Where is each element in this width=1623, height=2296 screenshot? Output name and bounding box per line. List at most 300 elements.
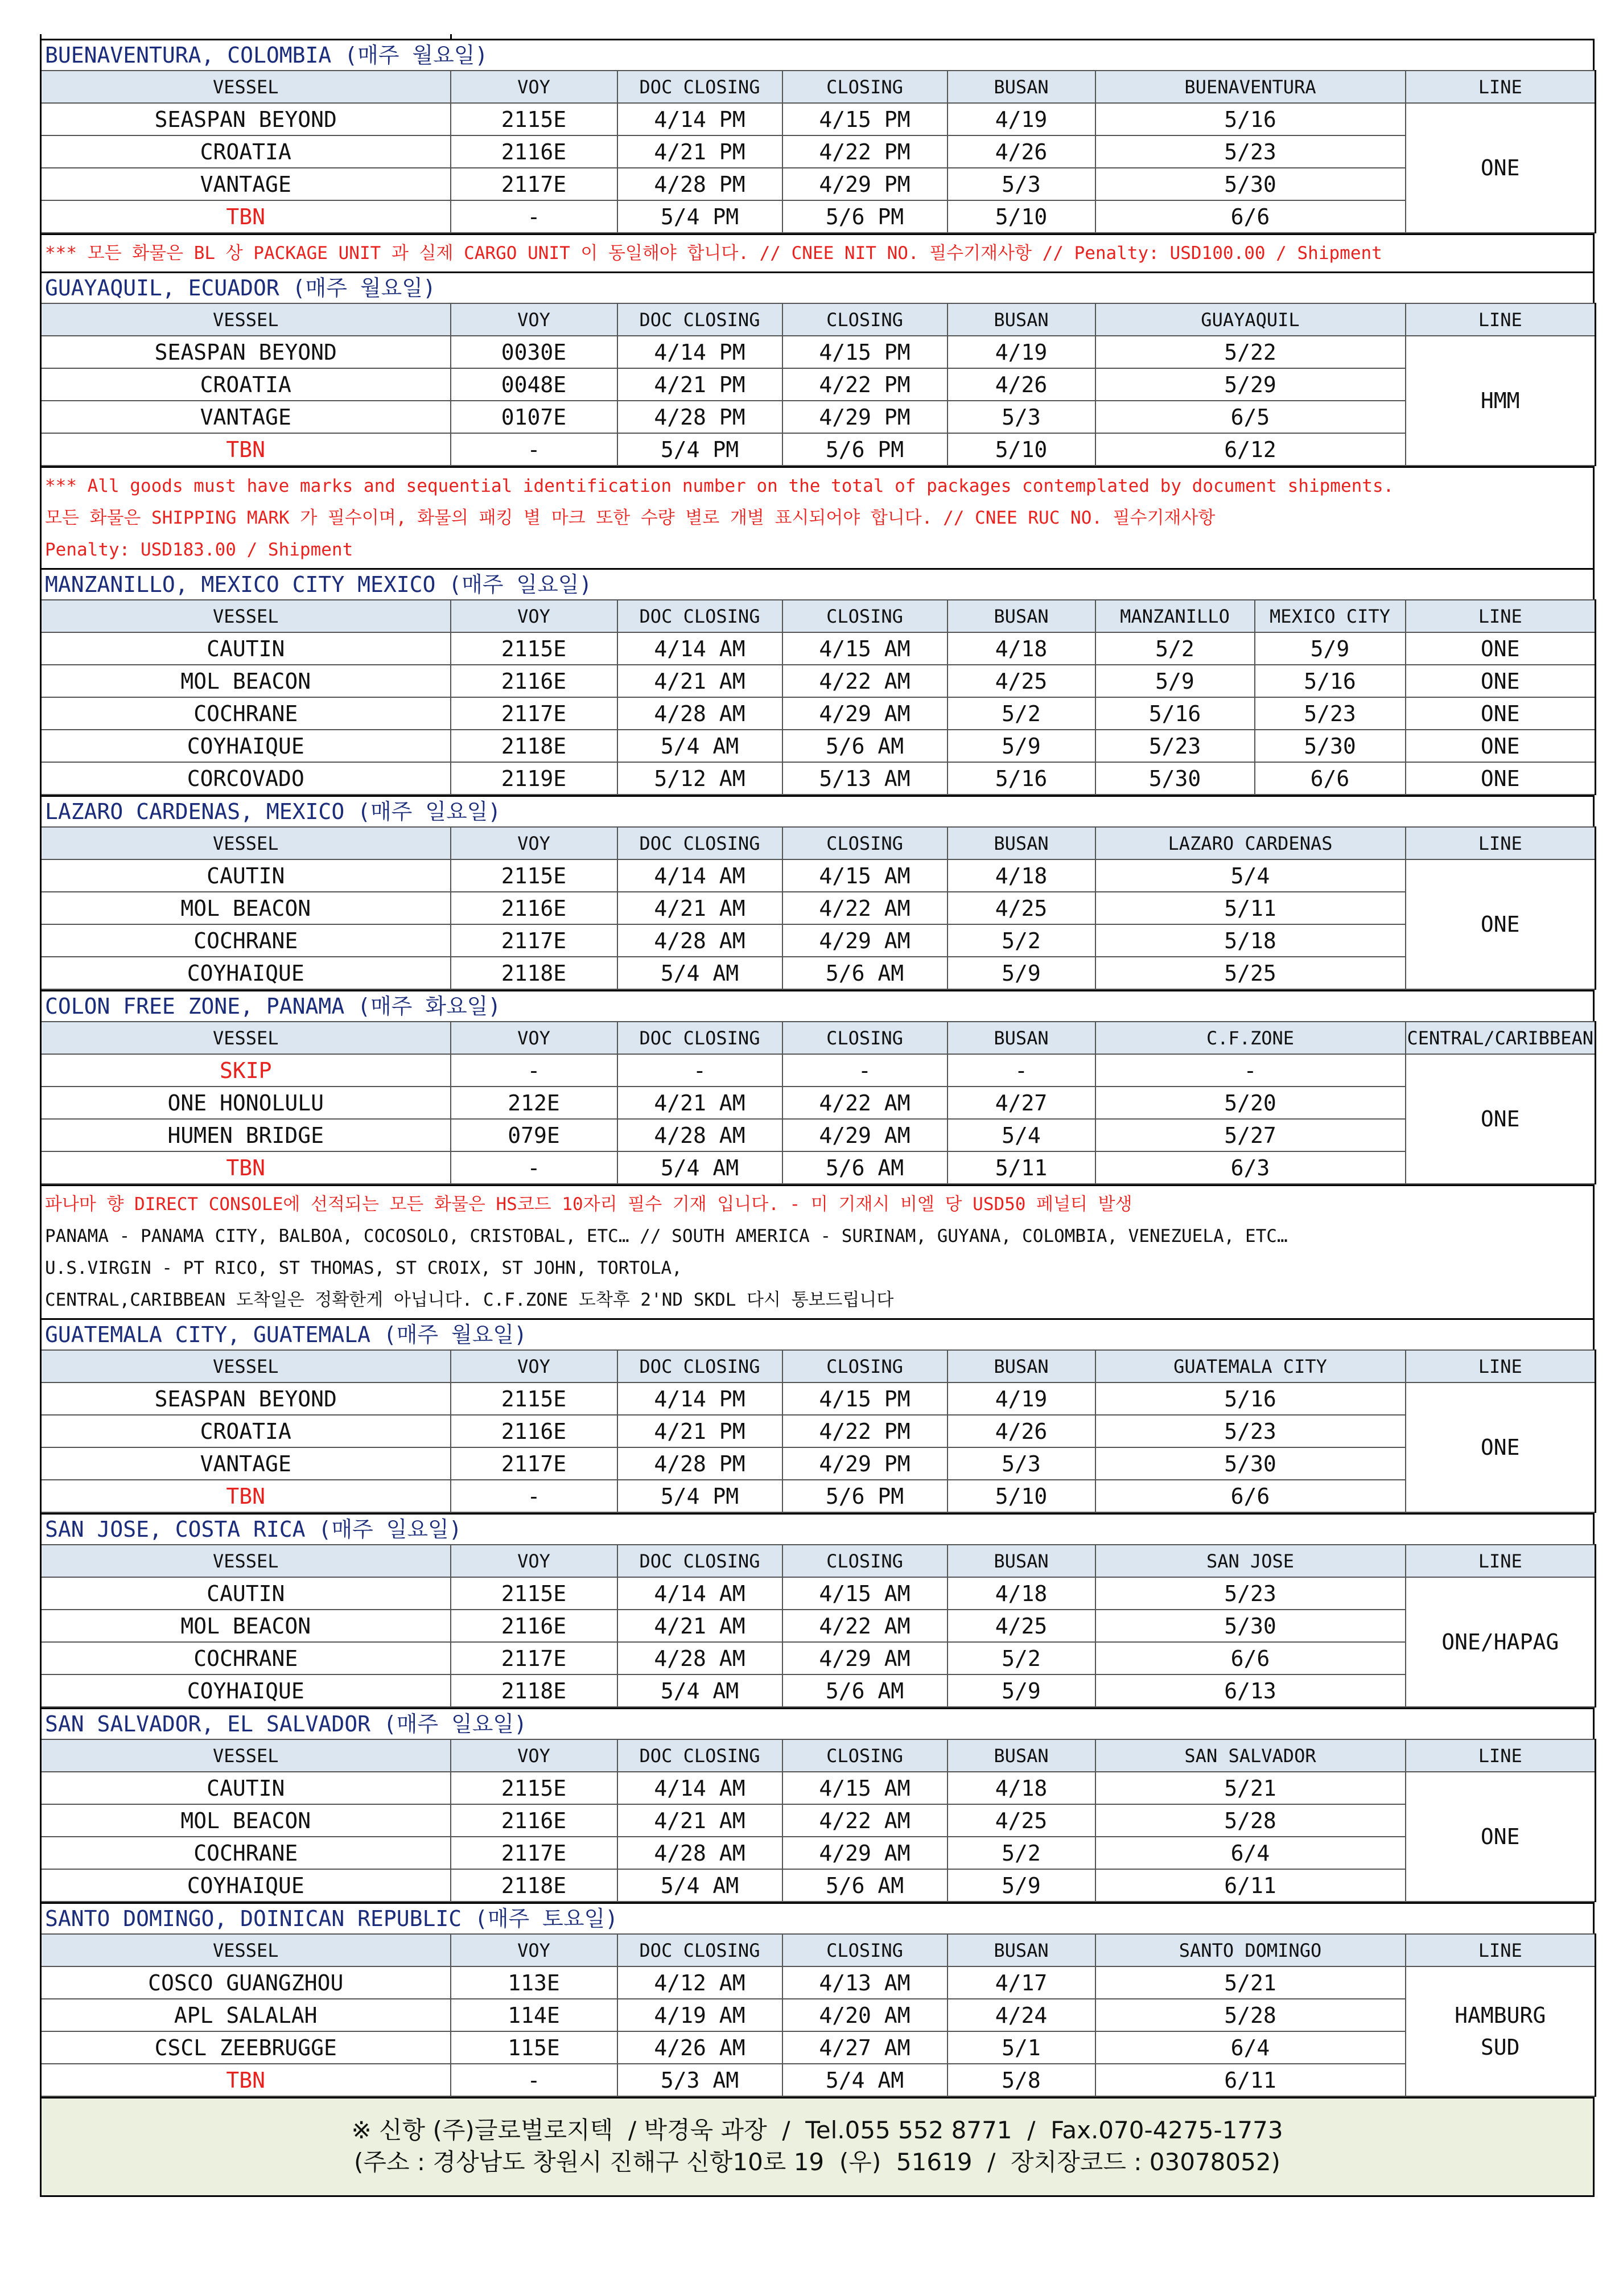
table-cell: 5/4 PM — [617, 1480, 782, 1512]
column-header: MEXICO CITY — [1255, 600, 1406, 632]
column-header: MANZANILLO — [1095, 600, 1255, 632]
table-cell: - — [617, 1054, 782, 1087]
column-header: VOY — [451, 1934, 617, 1966]
vessel-cell: CROATIA — [41, 135, 451, 168]
table-cell: - — [451, 433, 617, 466]
table-cell: 5/9 — [948, 1869, 1095, 1902]
table-cell: 5/9 — [1255, 632, 1406, 665]
schedule-section — [40, 39, 1595, 271]
table-cell: 5/4 AM — [617, 1869, 782, 1902]
header-row — [41, 1022, 1596, 1054]
table-cell: 5/6 AM — [782, 1869, 948, 1902]
table-cell: 4/28 PM — [617, 1447, 782, 1480]
table-cell: 2115E — [451, 1772, 617, 1804]
column-header: VOY — [451, 1739, 617, 1772]
table-cell: 5/2 — [948, 1642, 1095, 1674]
table-cell: 5/28 — [1095, 1999, 1406, 2031]
column-header: BUSAN — [948, 827, 1095, 859]
table-row — [41, 1577, 1596, 1610]
table-row — [41, 1804, 1596, 1837]
table-cell: 4/22 PM — [782, 135, 948, 168]
table-cell: 2117E — [451, 697, 617, 730]
table-cell: 4/21 AM — [617, 1087, 782, 1119]
column-header: VOY — [451, 1022, 617, 1054]
column-header: VESSEL — [41, 1022, 451, 1054]
table-cell: 4/29 AM — [782, 1837, 948, 1869]
column-header: CLOSING — [782, 71, 948, 103]
column-header: VESSEL — [41, 1739, 451, 1772]
vessel-cell: SKIP — [41, 1054, 451, 1087]
table-cell: ONE — [1406, 665, 1596, 697]
column-header: DOC CLOSING — [617, 1022, 782, 1054]
table-cell: 5/2 — [948, 1837, 1095, 1869]
note-line: *** 모든 화물은 BL 상 PACKAGE UNIT 과 실제 CARGO UNIT 이 동일해야 합니다. // CNEE NIT NO. 필수기재사항 // Penalty: USD100.00 / Shipment — [45, 243, 1382, 264]
table-cell: 4/26 — [948, 1415, 1095, 1447]
table-cell: 5/3 — [948, 401, 1095, 433]
table-cell: 5/9 — [948, 730, 1095, 762]
column-header: VESSEL — [41, 827, 451, 859]
table-cell: 5/6 AM — [782, 730, 948, 762]
table-cell: 5/30 — [1095, 1447, 1406, 1480]
table-cell: 4/21 AM — [617, 1804, 782, 1837]
table-cell: 5/23 — [1095, 1415, 1406, 1447]
table-cell: 5/4 — [1095, 859, 1406, 892]
table-cell: 5/25 — [1095, 957, 1406, 989]
schedule-table — [40, 1021, 1596, 1184]
line-cell: ONE — [1406, 1382, 1596, 1512]
table-cell: 2118E — [451, 957, 617, 989]
table-cell: 4/19 — [948, 336, 1095, 368]
schedule-section — [40, 1902, 1595, 2097]
section-title: SAN SALVADOR, EL SALVADOR (매주 일요일) — [40, 1707, 1595, 1739]
table-cell: 4/22 AM — [782, 1804, 948, 1837]
table-cell: 2118E — [451, 1869, 617, 1902]
table-cell: 4/28 AM — [617, 924, 782, 957]
table-cell: 2115E — [451, 1382, 617, 1415]
vessel-cell: COCHRANE — [41, 1642, 451, 1674]
table-cell: 4/22 PM — [782, 368, 948, 401]
table-cell: ONE — [1406, 762, 1596, 795]
table-cell: 4/17 — [948, 1966, 1095, 1999]
table-cell: 4/25 — [948, 1610, 1095, 1642]
table-cell: ONE — [1406, 697, 1596, 730]
table-cell: 4/19 — [948, 103, 1095, 135]
table-cell: 5/6 PM — [782, 1480, 948, 1512]
table-cell: 115E — [451, 2031, 617, 2064]
table-cell: 5/3 — [948, 1447, 1095, 1480]
table-cell: 6/6 — [1255, 762, 1406, 795]
table-cell: 2118E — [451, 730, 617, 762]
column-header: LINE — [1406, 1934, 1596, 1966]
table-cell: 2119E — [451, 762, 617, 795]
table-cell: 4/22 AM — [782, 1087, 948, 1119]
column-header: VOY — [451, 1350, 617, 1382]
section-notes — [40, 466, 1595, 568]
table-cell: 5/10 — [948, 433, 1095, 466]
table-row — [41, 1837, 1596, 1869]
column-header: VOY — [451, 71, 617, 103]
table-cell: 4/21 PM — [617, 368, 782, 401]
table-cell: 4/29 PM — [782, 168, 948, 200]
table-row — [41, 1869, 1596, 1902]
table-cell: 6/6 — [1095, 1480, 1406, 1512]
table-row — [41, 762, 1596, 795]
column-header: SANTO DOMINGO — [1095, 1934, 1406, 1966]
table-cell: 5/16 — [1255, 665, 1406, 697]
column-header: BUSAN — [948, 71, 1095, 103]
table-cell: 5/16 — [1095, 1382, 1406, 1415]
column-header: LINE — [1406, 600, 1596, 632]
table-cell: 5/2 — [1095, 632, 1255, 665]
column-header: CLOSING — [782, 1934, 948, 1966]
table-cell: - — [451, 1480, 617, 1512]
table-cell: 2115E — [451, 859, 617, 892]
table-cell: 4/18 — [948, 1772, 1095, 1804]
table-cell: 5/4 PM — [617, 200, 782, 233]
table-cell: 5/23 — [1095, 135, 1406, 168]
section-title: COLON FREE ZONE, PANAMA (매주 화요일) — [40, 990, 1595, 1021]
table-cell: 4/24 — [948, 1999, 1095, 2031]
vessel-cell: MOL BEACON — [41, 892, 451, 924]
table-row — [41, 1966, 1596, 1999]
table-cell: 4/27 — [948, 1087, 1095, 1119]
table-cell: 6/4 — [1095, 1837, 1406, 1869]
table-cell: 212E — [451, 1087, 617, 1119]
table-cell: 5/2 — [948, 924, 1095, 957]
table-row — [41, 168, 1596, 200]
vessel-cell: CSCL ZEEBRUGGE — [41, 2031, 451, 2064]
table-cell: 4/15 PM — [782, 336, 948, 368]
schedule-table — [40, 1349, 1596, 1513]
vessel-cell: COCHRANE — [41, 697, 451, 730]
table-cell: 4/26 AM — [617, 2031, 782, 2064]
table-cell: 2116E — [451, 1610, 617, 1642]
table-cell: 6/6 — [1095, 200, 1406, 233]
table-cell: 5/9 — [948, 1674, 1095, 1707]
vessel-cell: COYHAIQUE — [41, 1674, 451, 1707]
table-cell: 0048E — [451, 368, 617, 401]
table-cell: 6/5 — [1095, 401, 1406, 433]
vessel-cell: TBN — [41, 200, 451, 233]
vessel-cell: COCHRANE — [41, 1837, 451, 1869]
schedule-section — [40, 1707, 1595, 1902]
vessel-cell: CAUTIN — [41, 1772, 451, 1804]
table-cell: 4/22 AM — [782, 1610, 948, 1642]
table-cell: 5/10 — [948, 200, 1095, 233]
schedule-table — [40, 1933, 1596, 2097]
table-cell: 4/28 PM — [617, 168, 782, 200]
table-cell: 4/15 PM — [782, 103, 948, 135]
table-cell: 4/29 PM — [782, 401, 948, 433]
vessel-cell: MOL BEACON — [41, 1804, 451, 1837]
column-header: CLOSING — [782, 827, 948, 859]
line-cell: HMM — [1406, 336, 1596, 466]
table-cell: 6/11 — [1095, 2064, 1406, 2096]
column-header: DOC CLOSING — [617, 600, 782, 632]
table-cell: - — [451, 1054, 617, 1087]
table-cell: 5/6 AM — [782, 1151, 948, 1184]
table-cell: 6/11 — [1095, 1869, 1406, 1902]
column-header: VESSEL — [41, 1934, 451, 1966]
table-cell: 5/11 — [1095, 892, 1406, 924]
table-cell: 4/15 PM — [782, 1382, 948, 1415]
column-header: DOC CLOSING — [617, 303, 782, 336]
vessel-cell: SEASPAN BEYOND — [41, 103, 451, 135]
column-header: CLOSING — [782, 1739, 948, 1772]
table-cell: 2116E — [451, 1415, 617, 1447]
header-row — [41, 1739, 1596, 1772]
column-header: DOC CLOSING — [617, 827, 782, 859]
table-cell: 4/15 AM — [782, 859, 948, 892]
table-cell: 6/13 — [1095, 1674, 1406, 1707]
table-cell: ONE — [1406, 730, 1596, 762]
table-cell: 5/23 — [1255, 697, 1406, 730]
section-title: GUATEMALA CITY, GUATEMALA (매주 월요일) — [40, 1318, 1595, 1349]
line-cell: ONE — [1406, 1054, 1596, 1184]
column-header: BUSAN — [948, 1934, 1095, 1966]
table-row — [41, 103, 1596, 135]
column-header: VESSEL — [41, 600, 451, 632]
vessel-cell: CAUTIN — [41, 632, 451, 665]
table-cell: - — [451, 200, 617, 233]
note-line: PANAMA - PANAMA CITY, BALBOA, COCOSOLO, CRISTOBAL, ETC… // SOUTH AMERICA - SURINAM, GUYANA, COLOMBIA, VENEZUELA, ETC… — [45, 1226, 1288, 1246]
table-cell: 4/21 AM — [617, 892, 782, 924]
table-cell: 5/3 — [948, 168, 1095, 200]
table-cell: 5/30 — [1095, 762, 1255, 795]
table-cell: - — [948, 1054, 1095, 1087]
table-cell: 5/21 — [1095, 1966, 1406, 1999]
table-row — [41, 433, 1596, 466]
vessel-cell: MOL BEACON — [41, 1610, 451, 1642]
schedule-sheet — [40, 39, 1595, 2197]
schedule-section — [40, 990, 1595, 1318]
table-cell: 4/26 — [948, 135, 1095, 168]
table-cell: 2116E — [451, 892, 617, 924]
table-cell: 079E — [451, 1119, 617, 1151]
table-cell: 5/13 AM — [782, 762, 948, 795]
column-header: DOC CLOSING — [617, 1934, 782, 1966]
table-cell: 4/21 AM — [617, 665, 782, 697]
table-cell: - — [451, 2064, 617, 2096]
table-cell: 4/25 — [948, 892, 1095, 924]
column-header: C.F.ZONE — [1095, 1022, 1406, 1054]
column-header: LINE — [1406, 827, 1596, 859]
table-row — [41, 401, 1596, 433]
schedule-section — [40, 795, 1595, 990]
line-cell: ONE — [1406, 103, 1596, 233]
vessel-cell: COSCO GUANGZHOU — [41, 1966, 451, 1999]
table-cell: 5/2 — [948, 697, 1095, 730]
section-title: SANTO DOMINGO, DOINICAN REPUBLIC (매주 토요일) — [40, 1902, 1595, 1933]
section-title: BUENAVENTURA, COLOMBIA (매주 월요일) — [40, 39, 1595, 70]
table-cell: 4/22 PM — [782, 1415, 948, 1447]
table-cell: 4/14 AM — [617, 1772, 782, 1804]
table-cell: 4/29 AM — [782, 924, 948, 957]
column-header: CENTRAL/CARIBBEAN — [1406, 1022, 1596, 1054]
vessel-cell: TBN — [41, 433, 451, 466]
vessel-cell: APL SALALAH — [41, 1999, 451, 2031]
table-cell: 2115E — [451, 1577, 617, 1610]
vessel-cell: SEASPAN BEYOND — [41, 336, 451, 368]
column-header: LINE — [1406, 1739, 1596, 1772]
vessel-cell: HUMEN BRIDGE — [41, 1119, 451, 1151]
table-cell: 4/21 PM — [617, 1415, 782, 1447]
table-row — [41, 1415, 1596, 1447]
table-cell: 5/21 — [1095, 1772, 1406, 1804]
column-header: VESSEL — [41, 303, 451, 336]
table-cell: 6/4 — [1095, 2031, 1406, 2064]
table-cell: 4/14 AM — [617, 632, 782, 665]
table-row — [41, 1674, 1596, 1707]
header-row — [41, 303, 1596, 336]
table-cell: 5/10 — [948, 1480, 1095, 1512]
column-header: BUSAN — [948, 1350, 1095, 1382]
table-row — [41, 632, 1596, 665]
table-cell: 0107E — [451, 401, 617, 433]
vessel-cell: TBN — [41, 1151, 451, 1184]
vessel-cell: SEASPAN BEYOND — [41, 1382, 451, 1415]
header-row — [41, 1934, 1596, 1966]
table-row — [41, 1480, 1596, 1512]
column-header: CLOSING — [782, 303, 948, 336]
table-row — [41, 730, 1596, 762]
table-row — [41, 665, 1596, 697]
line-cell: ONE — [1406, 1772, 1596, 1902]
table-cell: 2117E — [451, 1642, 617, 1674]
column-header: GUATEMALA CITY — [1095, 1350, 1406, 1382]
column-header: VESSEL — [41, 1350, 451, 1382]
vessel-cell: ONE HONOLULU — [41, 1087, 451, 1119]
table-cell: 4/18 — [948, 632, 1095, 665]
table-row — [41, 1054, 1596, 1087]
section-title: MANZANILLO, MEXICO CITY MEXICO (매주 일요일) — [40, 568, 1595, 599]
table-row — [41, 1119, 1596, 1151]
section-notes — [40, 1184, 1595, 1318]
column-header: DOC CLOSING — [617, 1350, 782, 1382]
table-cell: - — [782, 1054, 948, 1087]
table-cell: 5/30 — [1095, 168, 1406, 200]
note-line: CENTRAL,CARIBBEAN 도착일은 정확한게 아닙니다. C.F.ZONE 도착후 2'ND SKDL 다시 통보드립니다 — [45, 1290, 894, 1310]
table-row — [41, 957, 1596, 989]
vessel-cell: COCHRANE — [41, 924, 451, 957]
table-cell: 5/6 AM — [782, 957, 948, 989]
column-header: BUSAN — [948, 1545, 1095, 1577]
column-header: BUSAN — [948, 1739, 1095, 1772]
vessel-cell: MOL BEACON — [41, 665, 451, 697]
table-cell: 4/25 — [948, 665, 1095, 697]
table-cell: 5/4 AM — [617, 957, 782, 989]
table-row — [41, 1642, 1596, 1674]
table-cell: 5/9 — [948, 957, 1095, 989]
column-header: LINE — [1406, 1545, 1596, 1577]
table-cell: 4/19 — [948, 1382, 1095, 1415]
table-row — [41, 1382, 1596, 1415]
table-cell: 5/6 AM — [782, 1674, 948, 1707]
schedule-table — [40, 599, 1596, 795]
column-header: DOC CLOSING — [617, 71, 782, 103]
vessel-cell: TBN — [41, 1480, 451, 1512]
table-cell: 5/3 AM — [617, 2064, 782, 2096]
table-cell: 4/28 AM — [617, 1837, 782, 1869]
table-cell: 6/12 — [1095, 433, 1406, 466]
column-header: DOC CLOSING — [617, 1739, 782, 1772]
table-cell: 5/4 AM — [782, 2064, 948, 2096]
table-cell: 4/20 AM — [782, 1999, 948, 2031]
table-row — [41, 892, 1596, 924]
vessel-cell: CROATIA — [41, 1415, 451, 1447]
table-cell: 4/22 AM — [782, 665, 948, 697]
table-cell: 5/4 AM — [617, 1674, 782, 1707]
table-cell: 2118E — [451, 1674, 617, 1707]
column-header: BUSAN — [948, 600, 1095, 632]
table-cell: 5/23 — [1095, 1577, 1406, 1610]
table-cell: 4/13 AM — [782, 1966, 948, 1999]
table-cell: 2116E — [451, 665, 617, 697]
table-cell: 4/12 AM — [617, 1966, 782, 1999]
table-row — [41, 1087, 1596, 1119]
line-cell: ONE/HAPAG — [1406, 1577, 1596, 1707]
table-cell: 4/22 AM — [782, 892, 948, 924]
note-line: Penalty: USD183.00 / Shipment — [45, 540, 353, 560]
table-cell: 5/20 — [1095, 1087, 1406, 1119]
table-cell: 4/29 AM — [782, 1119, 948, 1151]
header-row — [41, 827, 1596, 859]
table-cell: 2117E — [451, 924, 617, 957]
vessel-cell: CROATIA — [41, 368, 451, 401]
note-line: U.S.VIRGIN - PT RICO, ST THOMAS, ST CROIX, ST JOHN, TORTOLA, — [45, 1258, 682, 1278]
header-row — [41, 600, 1596, 632]
header-row — [41, 1545, 1596, 1577]
table-cell: 2115E — [451, 103, 617, 135]
column-header: SAN SALVADOR — [1095, 1739, 1406, 1772]
table-cell: 114E — [451, 1999, 617, 2031]
table-cell: - — [1095, 1054, 1406, 1087]
table-cell: 5/4 PM — [617, 433, 782, 466]
table-cell: 4/26 — [948, 368, 1095, 401]
table-cell: 5/22 — [1095, 336, 1406, 368]
column-header: LINE — [1406, 71, 1596, 103]
table-cell: 5/29 — [1095, 368, 1406, 401]
table-cell: 4/28 AM — [617, 1642, 782, 1674]
table-cell: 5/4 AM — [617, 1151, 782, 1184]
table-cell: 2117E — [451, 1837, 617, 1869]
section-notes — [40, 233, 1595, 271]
schedule-table — [40, 1544, 1596, 1707]
note-line: 파나마 향 DIRECT CONSOLE에 선적되는 모든 화물은 HS코드 10자리 필수 기재 입니다. - 미 기재시 비엘 당 USD50 페널티 발생 — [45, 1194, 1132, 1215]
column-header: CLOSING — [782, 600, 948, 632]
table-cell: 4/21 AM — [617, 1610, 782, 1642]
table-cell: 4/14 PM — [617, 1382, 782, 1415]
column-header: BUSAN — [948, 1022, 1095, 1054]
section-title: SAN JOSE, COSTA RICA (매주 일요일) — [40, 1513, 1595, 1544]
column-header: DOC CLOSING — [617, 1545, 782, 1577]
table-row — [41, 336, 1596, 368]
table-cell: 5/4 AM — [617, 730, 782, 762]
schedule-section — [40, 1318, 1595, 1513]
table-cell: 4/21 PM — [617, 135, 782, 168]
table-cell: 4/15 AM — [782, 1577, 948, 1610]
line-cell: ONE — [1406, 859, 1596, 989]
vessel-cell: TBN — [41, 2064, 451, 2096]
table-cell: 2116E — [451, 135, 617, 168]
table-cell: 5/6 PM — [782, 433, 948, 466]
table-cell: 5/1 — [948, 2031, 1095, 2064]
column-header: CLOSING — [782, 1022, 948, 1054]
table-cell: 4/14 AM — [617, 859, 782, 892]
vessel-cell: CAUTIN — [41, 1577, 451, 1610]
schedule-table — [40, 826, 1596, 990]
column-header: LINE — [1406, 303, 1596, 336]
